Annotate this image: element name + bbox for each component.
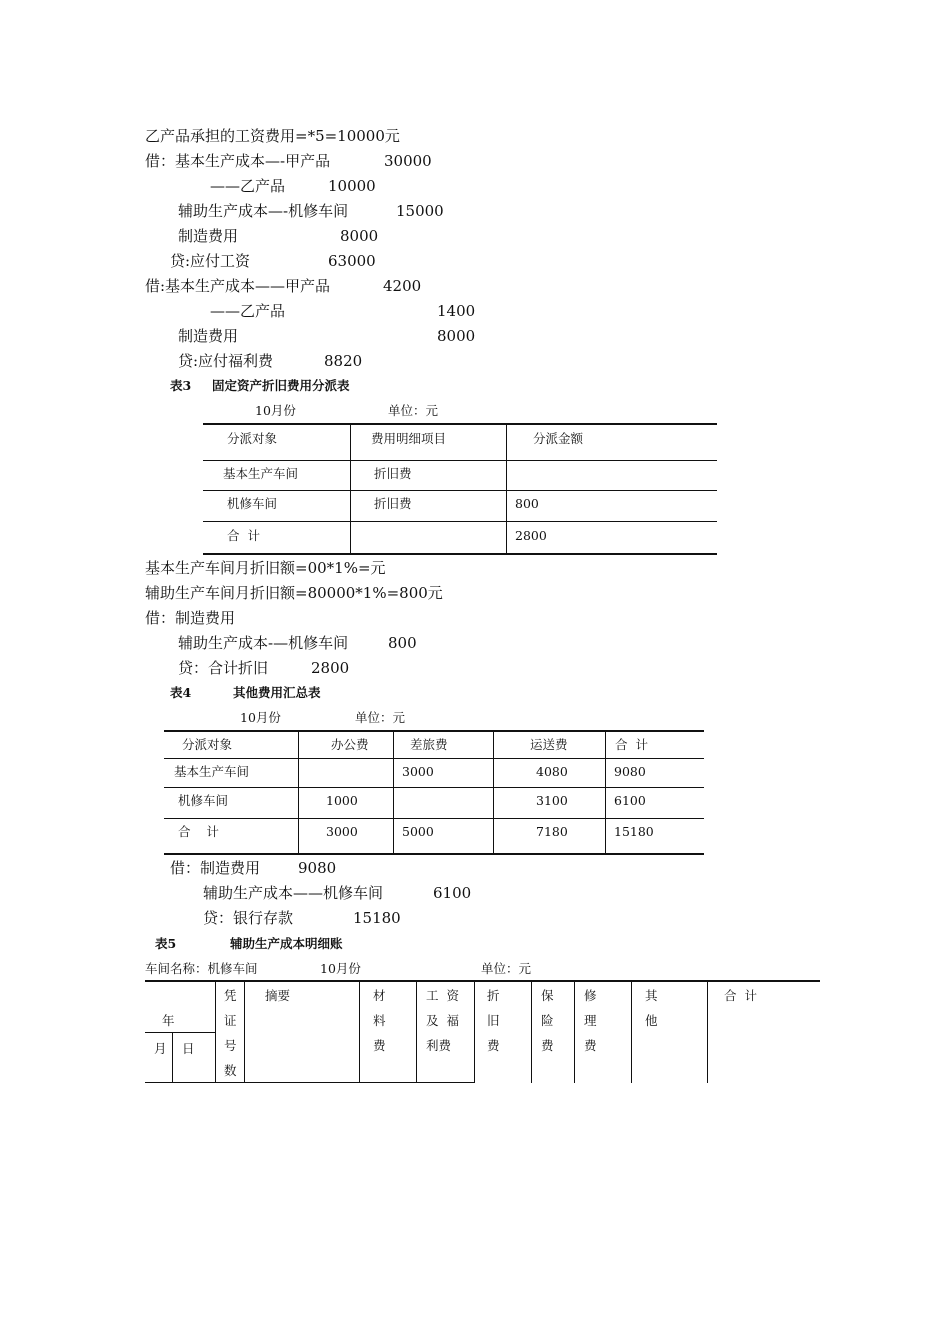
- entry2-credit-account: 贷:应付福利费: [178, 352, 274, 370]
- table5-header-repair: 费: [584, 1038, 597, 1053]
- table5-header-repair: 理: [584, 1013, 597, 1028]
- table5-header-insurance: 保: [541, 988, 554, 1003]
- table4-cell: 9080: [614, 764, 646, 779]
- table4-cell: 3000: [326, 824, 358, 839]
- entry2-sub-account: ——乙产品: [210, 302, 286, 320]
- table4-unit: 单位：元: [355, 710, 406, 725]
- table3-cell: 合 计: [227, 528, 260, 543]
- table4-cell: 机修车间: [178, 793, 229, 808]
- table5-header-wage: 工 资: [426, 988, 459, 1003]
- entry2-debit-amount: 4200: [383, 277, 422, 295]
- table4-cell: 6100: [614, 793, 646, 808]
- entry2-credit-amount: 8820: [324, 352, 363, 370]
- entry1-aux-account: 辅助生产成本—-机修车间: [178, 202, 349, 220]
- table3-cell: 机修车间: [227, 496, 278, 511]
- entry3-credit-amount: 2800: [311, 659, 350, 677]
- table5-header-summary: 摘要: [265, 988, 291, 1003]
- table4-cell: 15180: [614, 824, 654, 839]
- entry1-credit-amount: 63000: [328, 252, 376, 270]
- table5-header-material: 材: [373, 988, 386, 1003]
- entry1-debit-amount: 30000: [384, 152, 432, 170]
- table4-title: 其他费用汇总表: [233, 685, 321, 700]
- wage-allocation-line: 乙产品承担的工资费用=*5=10000元: [145, 127, 400, 145]
- entry1-sub-amount: 10000: [328, 177, 376, 195]
- table3-cell: 基本生产车间: [223, 466, 299, 481]
- table3-number: 表3: [170, 378, 192, 393]
- table4-number: 表4: [170, 685, 192, 700]
- table5-header-wage: 及 福: [426, 1013, 459, 1028]
- table4-cell: 3100: [536, 793, 568, 808]
- table3-cell: 折旧费: [374, 466, 412, 481]
- table4-month: 10月份: [240, 710, 281, 725]
- entry3-aux-amount: 800: [388, 634, 417, 652]
- table4-cell: 1000: [326, 793, 358, 808]
- table4-cell: 5000: [402, 824, 434, 839]
- entry1-aux-amount: 15000: [396, 202, 444, 220]
- table5-header-other: 其: [645, 988, 658, 1003]
- table4-header-office: 办公费: [331, 737, 369, 752]
- entry1-debit-account: 借：基本生产成本—-甲产品: [145, 152, 331, 170]
- entry2-overhead-amount: 8000: [437, 327, 476, 345]
- table5-header-depreciation: 旧: [487, 1013, 500, 1028]
- table3-header-target: 分派对象: [227, 431, 278, 446]
- table3-header-item: 费用明细项目: [371, 431, 447, 446]
- table5-header-total: 合 计: [724, 988, 757, 1003]
- calc-line-aux: 辅助生产车间月折旧额=80000*1%=800元: [145, 584, 443, 602]
- entry2-overhead-account: 制造费用: [178, 327, 239, 345]
- entry4-aux-account: 辅助生产成本——机修车间: [203, 884, 384, 902]
- entry1-sub-account: ——乙产品: [210, 177, 286, 195]
- table4-header-total: 合 计: [615, 737, 648, 752]
- table5-header-depreciation: 折: [487, 988, 500, 1003]
- table5-month: 10月份: [320, 961, 361, 976]
- table3-header-amount: 分派金额: [533, 431, 584, 446]
- table5-number: 表5: [155, 936, 177, 951]
- table5-header-voucher: 数: [224, 1063, 237, 1078]
- table5-header-material: 料: [373, 1013, 386, 1028]
- entry3-debit-account: 借：制造费用: [145, 609, 236, 627]
- table4-header-travel: 差旅费: [410, 737, 448, 752]
- table4-cell: 7180: [536, 824, 568, 839]
- table5-header-insurance: 险: [541, 1013, 554, 1028]
- table4-cell: 基本生产车间: [174, 764, 250, 779]
- table5-title: 辅助生产成本明细账: [230, 936, 343, 951]
- entry4-credit-amount: 15180: [353, 909, 401, 927]
- entry3-aux-account: 辅助生产成本-—机修车间: [178, 634, 349, 652]
- table5-header-voucher: 证: [224, 1013, 237, 1028]
- table3-unit: 单位：元: [388, 403, 439, 418]
- entry1-credit-account: 贷:应付工资: [170, 252, 251, 270]
- table5-header-repair: 修: [584, 988, 597, 1003]
- table3-cell: 800: [515, 496, 539, 511]
- table4-cell: 3000: [402, 764, 434, 779]
- entry1-overhead-account: 制造费用: [178, 227, 239, 245]
- table5-header-material: 费: [373, 1038, 386, 1053]
- table4-header-target: 分派对象: [182, 737, 233, 752]
- table5-header-other: 他: [645, 1013, 658, 1028]
- table4-cell: 合 计: [178, 824, 219, 839]
- table5-header-month: 月: [154, 1041, 167, 1056]
- entry2-debit-account: 借:基本生产成本——甲产品: [145, 277, 331, 295]
- table5-header-insurance: 费: [541, 1038, 554, 1053]
- entry4-debit-account: 借：制造费用: [170, 859, 261, 877]
- entry3-credit-account: 贷：合计折旧: [178, 659, 269, 677]
- table3-month: 10月份: [255, 403, 296, 418]
- table4-cell: 4080: [536, 764, 568, 779]
- entry4-debit-amount: 9080: [298, 859, 337, 877]
- table5-header-depreciation: 费: [487, 1038, 500, 1053]
- table4-header-freight: 运送费: [530, 737, 568, 752]
- table3-cell: 2800: [515, 528, 547, 543]
- table3-cell: 折旧费: [374, 496, 412, 511]
- table5-header-year: 年: [162, 1013, 175, 1028]
- entry4-aux-amount: 6100: [433, 884, 472, 902]
- table5-header-wage: 利费: [426, 1038, 452, 1053]
- entry2-sub-amount: 1400: [437, 302, 476, 320]
- table5-unit: 单位：元: [481, 961, 532, 976]
- table5-header-day: 日: [182, 1041, 195, 1056]
- entry1-overhead-amount: 8000: [340, 227, 379, 245]
- table5-header-voucher: 凭: [224, 988, 237, 1003]
- table3-title: 固定资产折旧费用分派表: [212, 378, 350, 393]
- calc-line-basic: 基本生产车间月折旧额=00*1%=元: [145, 559, 386, 577]
- table5-workshop: 车间名称：机修车间: [145, 961, 258, 976]
- entry4-credit-account: 贷：银行存款: [203, 909, 294, 927]
- table5-header-voucher: 号: [224, 1038, 237, 1053]
